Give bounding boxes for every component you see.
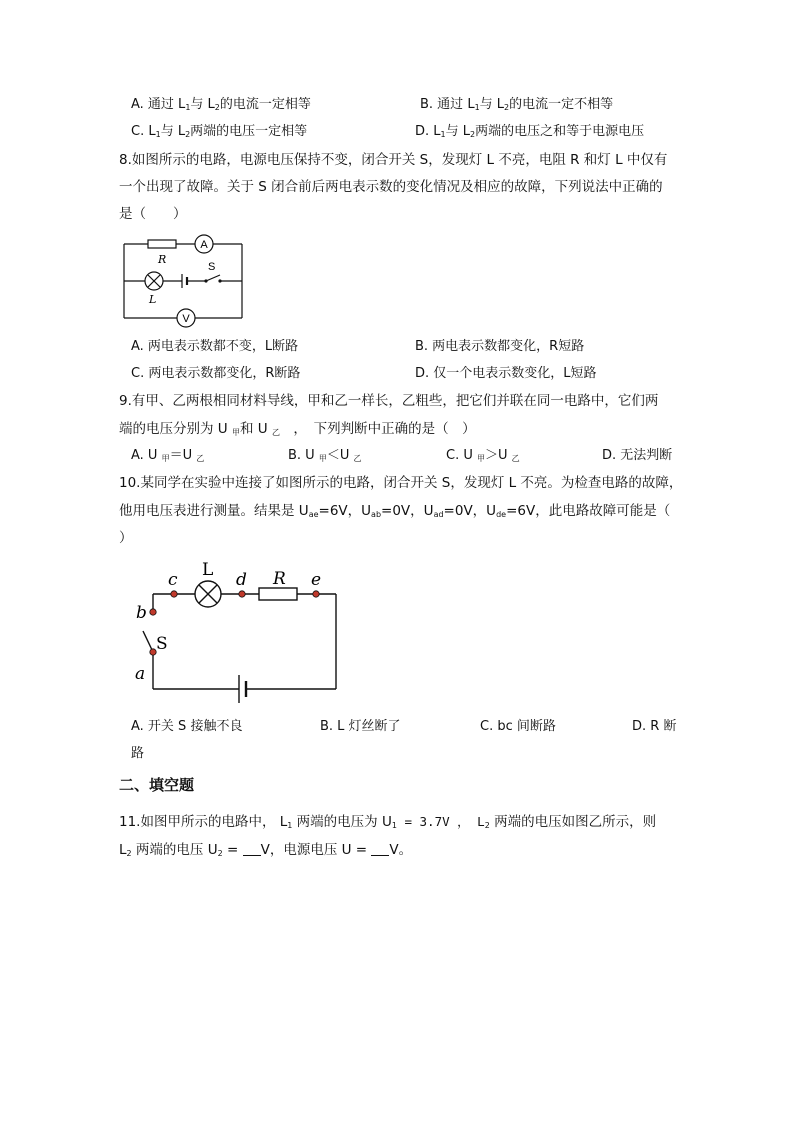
subscript: 1 <box>474 103 480 112</box>
stem-text: 两端的电压为 U <box>292 814 392 830</box>
option-text: A. 通过 L <box>131 97 186 112</box>
stem-text: 他用电压表进行测量。结果是 U <box>119 503 309 519</box>
option-text: 的电流一定不相等 <box>509 97 614 112</box>
q9-option-b <box>288 448 362 467</box>
ammeter-label: A <box>200 239 208 251</box>
stem-text: =0V，U <box>381 503 434 519</box>
option-text: C. U <box>446 448 477 463</box>
stem-text: L <box>119 842 127 858</box>
option-text: 与 L <box>445 124 471 139</box>
subscript: ae <box>308 510 319 519</box>
option-text: ＜U <box>326 448 354 463</box>
q8-stem-line3: 是（ ） <box>119 206 187 222</box>
q11-stem-line1 <box>119 814 656 834</box>
q10-stem-line2 <box>119 503 670 523</box>
voltmeter-label: V <box>182 313 190 325</box>
subscript: 乙 <box>353 454 362 463</box>
answer-blank[interactable] <box>243 843 261 856</box>
switch-symbol <box>206 275 220 281</box>
q8-option-d: D. 仅一个电表示数变化，L短路 <box>415 366 597 381</box>
q7-option-b <box>420 97 613 116</box>
stem-text: 两端的电压如图乙所示，则 <box>489 814 657 830</box>
subscript: 2 <box>470 130 476 139</box>
stem-text: = 3.7V ， L <box>396 814 485 829</box>
subscript: de <box>496 510 507 519</box>
node-e-label: e <box>311 570 322 590</box>
stem-text: V。 <box>389 842 413 858</box>
node-d-dot <box>239 591 245 597</box>
option-text: ＝U <box>169 448 197 463</box>
option-text: B. 通过 L <box>420 97 475 112</box>
switch-label: S <box>208 261 216 273</box>
q7-option-a <box>131 97 311 116</box>
stem-text: ， 下列判断中正确的是（ ） <box>279 421 476 437</box>
node-c-label: c <box>168 570 178 590</box>
stem-text: =0V，U <box>443 503 497 519</box>
node-c-dot <box>171 591 177 597</box>
stem-text: 端的电压分别为 U <box>119 421 232 437</box>
subscript: 乙 <box>271 428 280 437</box>
subscript: 1 <box>391 821 397 830</box>
option-text: 与 L <box>160 124 186 139</box>
resistor-symbol <box>259 588 297 600</box>
resistor-label: R <box>273 569 286 589</box>
q10-circuit-diagram <box>130 558 345 698</box>
switch-label: S <box>156 634 168 654</box>
subscript: 甲 <box>318 454 327 463</box>
subscript: 甲 <box>477 454 485 463</box>
subscript: 1 <box>155 130 161 139</box>
subscript: ad <box>433 510 444 519</box>
subscript: 乙 <box>511 454 520 463</box>
stem-text: = <box>222 842 243 858</box>
section-heading: 二、填空题 <box>119 776 195 794</box>
q10-option-b: B. L 灯丝断了 <box>320 719 401 734</box>
q7-option-c <box>131 124 307 143</box>
q8-stem-line1: 8.如图所示的电路，电源电压保持不变，闭合开关 S，发现灯 L 不亮，电阻 R 和灯 L 中仅有 <box>119 152 668 168</box>
stem-text: =6V，U <box>318 503 372 519</box>
subscript: 2 <box>185 130 191 139</box>
option-text: C. L <box>131 124 156 139</box>
q10-stem-line3: ） <box>119 530 133 546</box>
subscript: 甲 <box>231 428 240 437</box>
node-a-label: a <box>135 664 146 684</box>
option-text: ＞U <box>485 448 512 463</box>
q11-stem-line2 <box>119 842 412 862</box>
subscript: 甲 <box>161 454 170 463</box>
stem-text: =6V，此电路故障可能是（ <box>506 503 671 519</box>
stem-text: 11.如图甲所示的电路中， L <box>119 814 288 830</box>
subscript: 2 <box>126 849 132 858</box>
stem-text: 两端的电压 U <box>131 842 218 858</box>
q8-option-b: B. 两电表示数都变化，R短路 <box>415 339 585 354</box>
node-b-dot <box>150 609 156 615</box>
q8-stem-line2: 一个出现了故障。关于 S 闭合前后两电表示数的变化情况及相应的故障，下列说法中正确的 <box>119 179 663 195</box>
option-text: 的电流一定相等 <box>219 97 311 112</box>
q10-stem-line1: 10.某同学在实验中连接了如图所示的电路，闭合开关 S，发现灯 L 不亮。为检查电路的故障， <box>119 475 683 491</box>
lamp-label: L <box>149 293 157 306</box>
q10-option-c: C. bc 间断路 <box>480 719 556 734</box>
subscript: 1 <box>185 103 191 112</box>
q9-option-c <box>446 448 520 467</box>
node-d-label: d <box>236 570 247 590</box>
subscript: 2 <box>484 821 490 830</box>
option-text: D. L <box>415 124 441 139</box>
q9-stem-line1: 9.有甲、乙两根相同材料导线，甲和乙一样长，乙粗些，把它们并联在同一电路中，它们两 <box>119 393 659 409</box>
option-text: 两端的电压一定相等 <box>190 124 308 139</box>
option-text: 与 L <box>479 97 505 112</box>
q8-circuit-diagram <box>120 232 250 332</box>
stem-text: 和 U <box>239 421 272 437</box>
node-b-label: b <box>136 603 147 623</box>
q9-option-d: D. 无法判断 <box>602 448 673 463</box>
subscript: 2 <box>214 103 220 112</box>
q10-option-a: A. 开关 S 接触不良 <box>131 719 243 734</box>
subscript: 乙 <box>196 454 205 463</box>
answer-blank[interactable] <box>371 843 389 856</box>
stem-text: V，电源电压 U = <box>260 842 372 858</box>
q9-option-a <box>131 448 204 467</box>
q10-option-d-continuation: 路 <box>131 746 145 761</box>
subscript: 1 <box>287 821 293 830</box>
node-e-dot <box>313 591 319 597</box>
q10-option-d: D. R 断 <box>632 719 677 734</box>
resistor-symbol <box>148 240 176 248</box>
subscript: 1 <box>440 130 446 139</box>
subscript: ab <box>371 510 382 519</box>
resistor-label: R <box>158 253 167 266</box>
option-text: 两端的电压之和等于电源电压 <box>475 124 645 139</box>
subscript: 2 <box>504 103 510 112</box>
q8-option-a: A. 两电表示数都不变，L断路 <box>131 339 299 354</box>
option-text: A. U <box>131 448 162 463</box>
option-text: 与 L <box>190 97 215 112</box>
q8-option-c: C. 两电表示数都变化，R断路 <box>131 366 301 381</box>
q7-option-d <box>415 124 644 143</box>
q9-stem-line2 <box>119 421 476 441</box>
subscript: 2 <box>217 849 223 858</box>
option-text: B. U <box>288 448 319 463</box>
lamp-label: L <box>202 560 214 580</box>
